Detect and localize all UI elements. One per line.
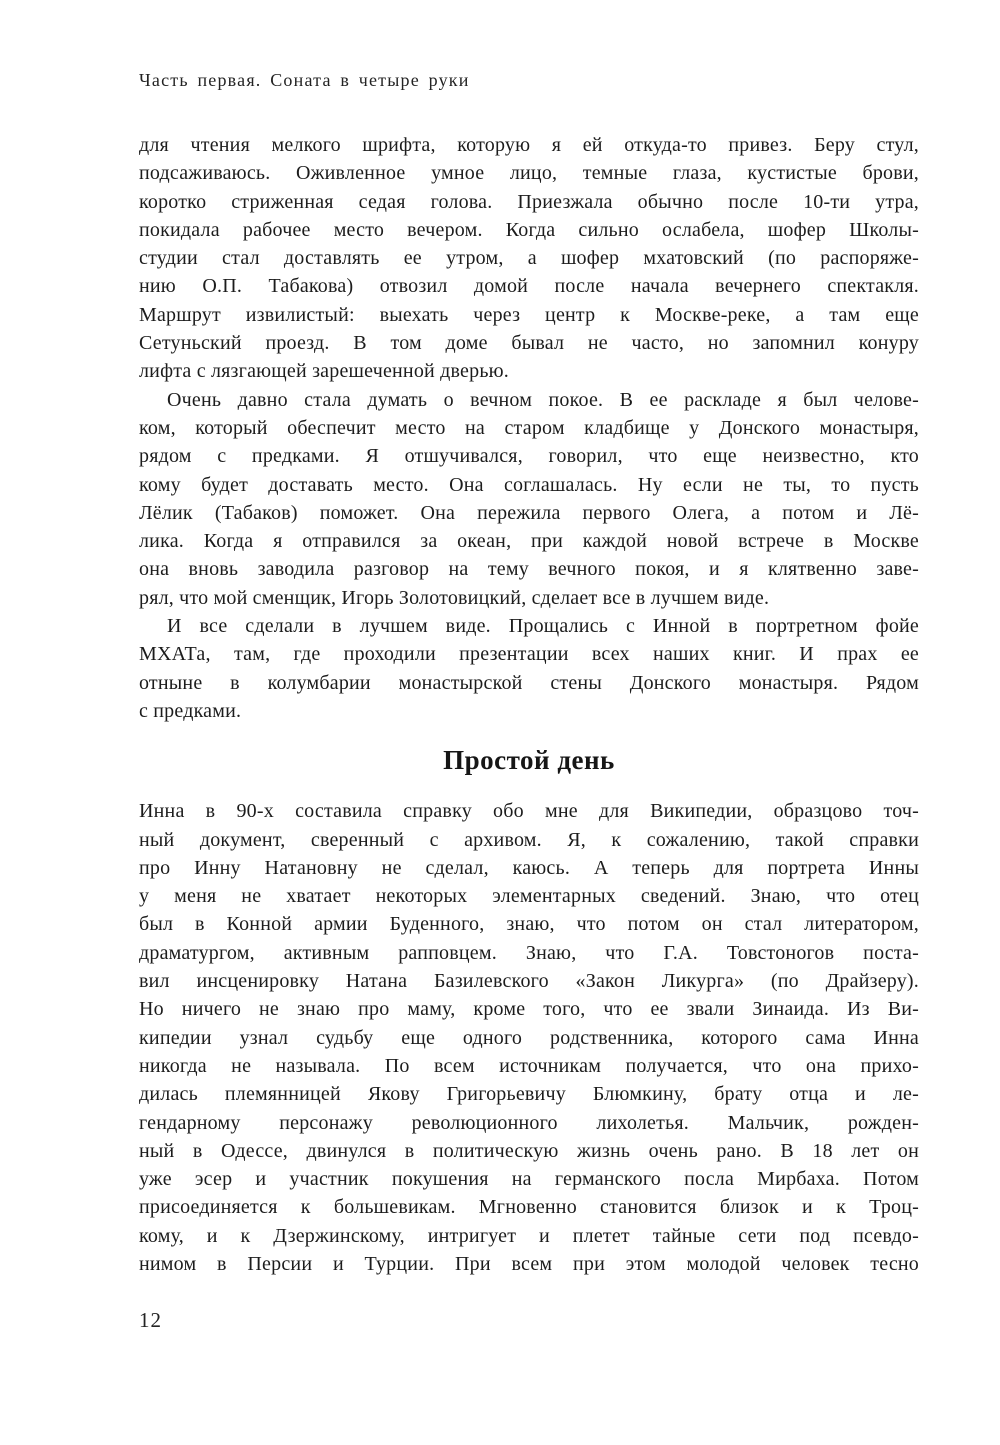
- text-line: кому будет доставать место. Она соглашалась. Ну если не ты, то пусть: [139, 473, 919, 496]
- text-line: был в Конной армии Буденного, знаю, что потом он стал литератором,: [139, 913, 919, 936]
- text-line: И все сделали в лучшем виде. Прощались с Инной в портретном фойе: [167, 615, 919, 638]
- section-heading: Простой день: [443, 745, 615, 776]
- text-line: присоединяется к большевикам. Мгновенно становится близок и к Троц-: [139, 1196, 919, 1219]
- text-line: нимом в Персии и Турции. При всем при этом молодой человек тесно: [139, 1252, 919, 1275]
- text-line: рядом с предками. Я отшучивался, говорил, что еще неизвестно, кто: [139, 445, 919, 468]
- running-header: Часть первая. Соната в четыре руки: [139, 70, 470, 90]
- text-line: с предками.: [139, 699, 242, 722]
- text-line: коротко стриженная седая голова. Приезжала обычно после 10-ти утра,: [139, 190, 919, 213]
- text-line: уже эсер и участник покушения на германского посла Мирбаха. Потом: [139, 1168, 919, 1191]
- text-line: Очень давно стала думать о вечном покое. В ее раскладе я был челове-: [167, 388, 919, 411]
- text-line: кипедии узнал судьбу еще одного родственника, которого сама Инна: [139, 1026, 919, 1049]
- text-line: Сетуньский проезд. В том доме бывал не часто, но запомнил конуру: [139, 332, 919, 355]
- text-line: Инна в 90-х составила справку обо мне для Википедии, образцово точ-: [139, 800, 919, 823]
- text-line: никогда не называла. По всем источникам получается, что она прихо-: [139, 1054, 919, 1077]
- text-line: про Инну Натановну не сделал, каюсь. А теперь для портрета Инны: [139, 856, 919, 879]
- text-line: МХАТа, там, где проходили презентации всех наших книг. И прах ее: [139, 643, 919, 666]
- text-line: она вновь заводила разговор на тему вечного покоя, и я клятвенно заве-: [139, 558, 919, 581]
- text-line: у меня не хватает некоторых элементарных сведений. Знаю, что отец: [139, 885, 919, 908]
- text-line: покидала рабочее место вечером. Когда сильно ослабела, шофер Школы-: [139, 218, 919, 241]
- text-line: лифта с лязгающей зарешеченной дверью.: [139, 360, 509, 383]
- text-line: кому, и к Дзержинскому, интригует и плетет тайные сети под псевдо-: [139, 1224, 919, 1247]
- text-line: для чтения мелкого шрифта, которую я ей откуда-то привез. Беру стул,: [139, 134, 919, 156]
- paragraph: [139, 386, 919, 612]
- text-line: драматургом, активным рапповцем. Знаю, что Г.А. Товстоногов поста-: [139, 941, 919, 964]
- text-line: ный в Одессе, двинулся в политическую жизнь очень рано. В 18 лет он: [139, 1139, 919, 1162]
- paragraph: [139, 131, 919, 386]
- text-line: вил инсценировку Натана Базилевского «Закон Ликурга» (по Драйзеру).: [139, 970, 919, 993]
- text-line: Маршрут извилистый: выехать через центр к Москве-реке, а там еще: [139, 303, 919, 326]
- text-line: отныне в колумбарии монастырской стены Донского монастыря. Рядом: [139, 671, 919, 694]
- text-line: гендарному персонажу революционного лихолетья. Мальчик, рожден-: [139, 1111, 919, 1134]
- text-line: Лёлик (Табаков) поможет. Она пережила первого Олега, а потом и Лё-: [139, 501, 919, 524]
- text-line: студии стал доставлять ее утром, а шофер мхатовский (по распоряже-: [139, 247, 919, 270]
- page-number: 12: [139, 1308, 162, 1332]
- text-body: [139, 131, 919, 1278]
- text-line: подсаживаюсь. Оживленное умное лицо, темные глаза, кустистые брови,: [139, 162, 919, 185]
- paragraph: [139, 612, 919, 725]
- text-line: рял, что мой сменщик, Игорь Золотовицкий, сделает все в лучшем виде.: [139, 586, 770, 609]
- text-line: лика. Когда я отправился за океан, при каждой новой встрече в Москве: [139, 530, 919, 553]
- text-line: ком, который обеспечит место на старом кладбище у Донского монастыря,: [139, 416, 919, 439]
- text-line: Но ничего не знаю про маму, кроме того, что ее звали Зинаида. Из Ви-: [139, 998, 919, 1021]
- text-line: ный документ, сверенный с архивом. Я, к сожалению, такой справки: [139, 828, 919, 851]
- paragraph: [139, 797, 919, 1278]
- text-line: дилась племянницей Якову Григорьевичу Блюмкину, брату отца и ле-: [139, 1083, 919, 1106]
- text-line: нию О.П. Табакова) отвозил домой после начала вечернего спектакля.: [139, 275, 919, 298]
